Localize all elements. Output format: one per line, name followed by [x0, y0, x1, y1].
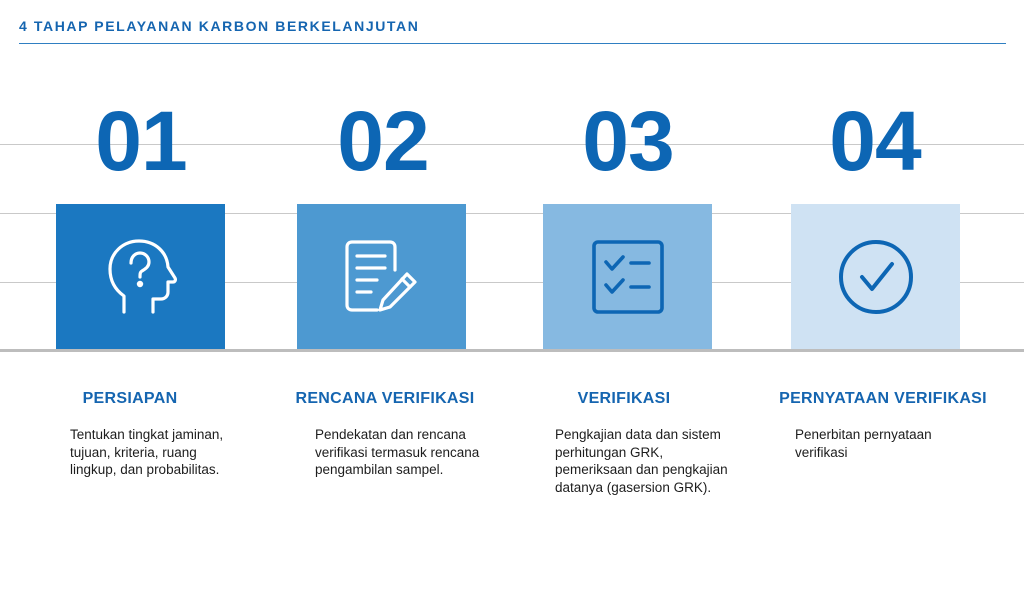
- step-tile-rencana-verifikasi: [297, 204, 466, 349]
- check-circle-icon: [831, 232, 921, 322]
- step-number-04: 04: [829, 94, 921, 188]
- header-divider: [19, 43, 1006, 44]
- document-edit-icon: [337, 232, 427, 322]
- step-tile-verifikasi: [543, 204, 712, 349]
- step-description-pernyataan-verifikasi: Penerbitan pernyataan verifikasi: [795, 427, 932, 460]
- step-description-rencana-verifikasi: Pendekatan dan rencana verifikasi termasuk rencana pengambilan sampel.: [315, 427, 480, 477]
- baseline-divider: [0, 349, 1024, 352]
- header-title: 4 TAHAP PELAYANAN KARBON BERKELANJUTAN: [19, 18, 420, 34]
- step-number-02: 02: [337, 94, 429, 188]
- step-description-persiapan: Tentukan tingkat jaminan, tujuan, kriteria, ruang lingkup, dan probabilitas.: [70, 427, 224, 477]
- step-number-01: 01: [95, 94, 187, 188]
- step-title-rencana-verifikasi: RENCANA VERIFIKASI: [295, 390, 475, 407]
- step-title-persiapan: PERSIAPAN: [82, 390, 178, 407]
- step-title-verifikasi: VERIFIKASI: [577, 390, 671, 407]
- step-tile-pernyataan-verifikasi: [791, 204, 960, 349]
- step-title-pernyataan-verifikasi: PERNYATAAN VERIFIKASI: [779, 390, 987, 407]
- step-tile-persiapan: [56, 204, 225, 349]
- step-number-03: 03: [582, 94, 674, 188]
- step-description-verifikasi: Pengkajian data dan sistem perhitungan GRK, pemeriksaan dan pengkajian datanya (gasersion GRK).: [555, 427, 728, 495]
- head-question-icon: [96, 232, 186, 322]
- checklist-icon: [583, 232, 673, 322]
